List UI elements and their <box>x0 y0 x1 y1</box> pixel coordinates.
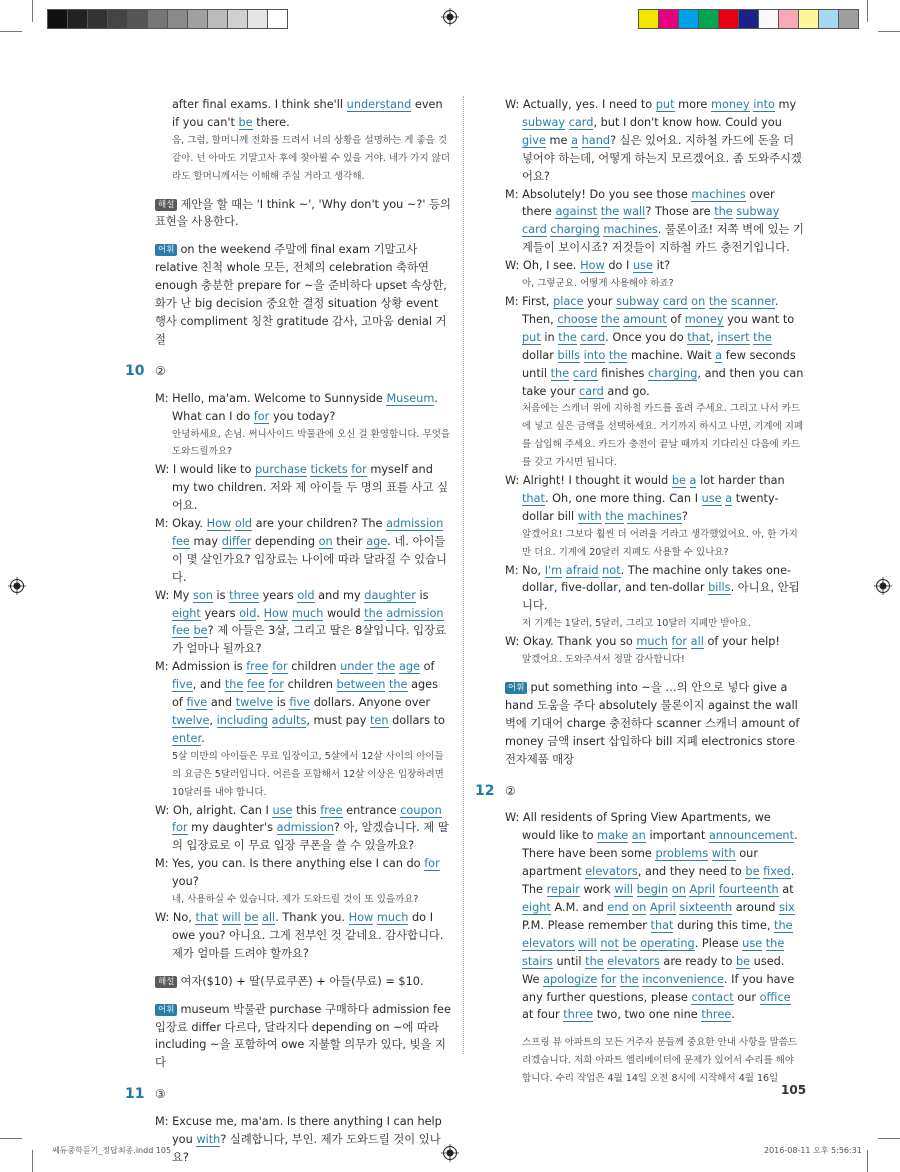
underlined-word: purchase <box>254 463 307 477</box>
explanation-badge: 해설 <box>155 199 177 211</box>
underlined-word: three <box>229 588 260 602</box>
question-number: 11 <box>125 1086 145 1103</box>
underlined-word: old <box>239 606 257 620</box>
underlined-word: ten <box>370 714 389 727</box>
underlined-word: admission <box>386 517 444 531</box>
underlined-word: How <box>580 259 605 273</box>
page-number: 105 <box>781 1083 807 1097</box>
underlined-word: operating <box>640 936 695 950</box>
underlined-word: card <box>572 366 598 380</box>
spacer <box>155 963 451 973</box>
underlined-word: be <box>622 936 637 950</box>
underlined-word: the <box>600 312 620 326</box>
underlined-word: contact <box>691 990 734 1004</box>
crop-mark <box>867 0 868 22</box>
answer-choice: ③ <box>155 1087 166 1102</box>
underlined-word: will <box>222 910 241 924</box>
underlined-word: three <box>563 1008 594 1022</box>
underlined-word: How <box>206 517 232 531</box>
underlined-word: I'm <box>544 563 563 577</box>
underlined-word: adults <box>271 714 307 727</box>
dialogue-line: W: Oh, alright. Can I use this free entrance coupon for my daughter's admission? 아, 알겠습니다. 제 딸의 입장료로 이 무료 입장 쿠폰을 쓸 수 있을까요? <box>155 803 449 853</box>
underlined-word: the <box>558 330 577 344</box>
underlined-word: insert <box>717 330 750 344</box>
underlined-word: machines <box>691 187 746 201</box>
dialogue-line: M: Absolutely! Do you see those machines over there against the wall? Those are the subway card charging machines. 물론이죠! 저쪽 벽에 있는 기계들이 보이시죠? 저것들이 지하철 카드 충전기입니다. <box>505 187 804 255</box>
underlined-word: between <box>336 678 386 692</box>
crop-mark <box>32 0 33 22</box>
color-swatch <box>639 10 659 28</box>
underlined-word: make <box>597 829 629 843</box>
underlined-word: card <box>522 223 547 237</box>
underlined-word: five <box>172 678 193 692</box>
underlined-word: three <box>701 1008 732 1022</box>
underlined-word: with <box>577 509 602 523</box>
underlined-word: including <box>216 714 269 727</box>
color-swatch <box>839 10 858 28</box>
korean-translation: 음, 그럼, 할머니께 전화를 드려서 너의 상황을 설명하는 게 좋을 것 같아. 넌 아마도 기말고사 후에 찾아뵐 수 있을 거야. 네가 가지 않더라도 할머니께서는 이해해 주실 거라고 생각해. <box>172 134 451 182</box>
crop-mark <box>0 1138 22 1139</box>
underlined-word: apologize <box>543 972 598 986</box>
underlined-word: wall <box>622 205 646 219</box>
vocabulary-list <box>505 679 805 769</box>
underlined-word: on <box>318 534 333 548</box>
underlined-word: six <box>779 900 795 914</box>
spacer <box>505 1024 805 1034</box>
underlined-word: the <box>708 294 728 308</box>
underlined-word: use <box>272 803 293 817</box>
grayscale-color-bar <box>47 9 288 29</box>
korean-translation: 저 기계는 1달러, 5달러, 그리고 10달러 지폐만 받아요. <box>522 618 751 630</box>
underlined-word: that <box>650 918 674 932</box>
explanation-note <box>155 973 451 991</box>
underlined-word: son <box>192 588 213 602</box>
underlined-word: twelve <box>235 696 274 710</box>
question-header <box>125 1086 451 1104</box>
underlined-word: machines <box>603 223 658 237</box>
underlined-word: the <box>774 918 793 932</box>
underlined-word: into <box>583 348 606 362</box>
underlined-word: Museum <box>386 391 435 405</box>
registration-mark-top-icon <box>441 8 459 26</box>
underlined-word: daughter <box>364 588 416 602</box>
underlined-word: place <box>553 294 584 308</box>
underlined-word: that <box>522 491 545 505</box>
answer-choice: ② <box>155 363 166 378</box>
underlined-word: April <box>689 883 716 897</box>
underlined-word: age <box>366 534 388 548</box>
dialogue-line: M: Excuse me, ma'am. Is there anything I can help you with? 실례합니다, 부인. 제가 도와드릴 것이 있나요? <box>155 1115 442 1164</box>
dialogue-line: M: Okay. How old are your children? The admission fee may differ depending on their age. 네. 아이들이 몇 살인가요? 입장료는 나이에 따라 달라질 수 있습니다. <box>155 517 447 584</box>
color-swatch <box>739 10 759 28</box>
underlined-word: a <box>689 474 697 488</box>
underlined-word: card <box>662 294 688 308</box>
underlined-word: afraid <box>565 563 599 577</box>
underlined-word: problems <box>655 847 709 861</box>
underlined-word: the <box>605 509 624 523</box>
spacer <box>155 991 451 1001</box>
underlined-word: on <box>671 883 686 897</box>
korean-translation: 5살 미만의 아이들은 무료 입장이고, 5살에서 12살 사이의 아이들의 요금은 5달러입니다. 어른을 포함해서 12살 이상은 입장하려면 10달러를 내야 합니다. <box>172 750 444 798</box>
underlined-word: the <box>765 936 785 950</box>
question-number: 12 <box>475 782 495 799</box>
korean-translation: 아, 그렇군요. 어떻게 사용해야 하죠? <box>522 278 674 290</box>
crop-mark <box>32 1150 33 1172</box>
underlined-word: old <box>234 517 253 531</box>
underlined-word: begin <box>636 883 669 897</box>
underlined-word: on <box>691 294 706 308</box>
underlined-word: card <box>580 330 606 344</box>
left-column <box>125 96 451 1167</box>
dialogue-line: M: No, I'm afraid not. The machine only takes one-dollar, five-dollar, and ten-dollar bills. 아니요, 안됩니다. <box>505 563 800 613</box>
color-swatch <box>779 10 799 28</box>
underlined-word: put <box>522 330 541 344</box>
underlined-word: much <box>291 606 324 620</box>
color-swatch <box>699 10 719 28</box>
spacer <box>505 669 805 679</box>
cmyk-color-bar <box>638 9 859 29</box>
underlined-word: the <box>388 678 408 692</box>
underlined-word: with <box>196 1133 221 1147</box>
underlined-word: How <box>348 910 374 924</box>
underlined-word: subway <box>736 205 780 219</box>
crop-mark <box>0 31 22 32</box>
dialogue-line: M: Yes, you can. Is there anything else I can do for you? <box>155 857 440 889</box>
underlined-word: under <box>340 660 374 674</box>
dialogue-line: W: No, that will be all. Thank you. How much do I owe you? 아니요. 그게 전부인 것 같네요. 감사합니다. 제가 얼마를 드려야 할까요? <box>155 910 444 960</box>
underlined-word: all <box>690 635 704 649</box>
underlined-word: be <box>735 954 751 968</box>
underlined-word: scanner <box>730 294 775 308</box>
underlined-word: a <box>725 491 733 505</box>
underlined-word: money <box>684 312 724 326</box>
underlined-word: five <box>186 696 208 710</box>
underlined-word: How <box>263 606 289 620</box>
underlined-word: will <box>578 936 597 950</box>
underlined-word: a <box>715 348 723 362</box>
color-swatch <box>799 10 819 28</box>
registration-mark-left-icon <box>8 577 26 595</box>
color-swatch <box>168 10 188 28</box>
underlined-word: be <box>745 865 760 879</box>
underlined-word: announcement <box>708 829 795 843</box>
underlined-word: subway <box>616 294 660 308</box>
color-swatch <box>128 10 148 28</box>
underlined-word: against <box>555 205 598 219</box>
footer-timestamp: 2016-08-11 오후 5:56:31 <box>764 1146 862 1155</box>
color-swatch <box>48 10 68 28</box>
underlined-word: for <box>253 409 270 423</box>
underlined-word: be <box>244 910 259 924</box>
color-swatch <box>228 10 248 28</box>
underlined-word: for <box>272 660 288 674</box>
underlined-word: fixed <box>763 865 791 879</box>
underlined-word: admission <box>276 821 334 835</box>
underlined-word: admission <box>386 606 444 620</box>
color-swatch <box>148 10 168 28</box>
underlined-word: the <box>753 330 772 344</box>
underlined-word: an <box>631 829 646 843</box>
underlined-word: not <box>602 563 621 577</box>
underlined-word: sixteenth <box>679 900 733 914</box>
note-text: 제안을 할 때는 'I think ~', 'Why don't you ~?' 등의 표현을 사용한다. <box>155 197 451 229</box>
korean-translation: 알겠어요. 도와주셔서 정말 감사합니다! <box>522 654 685 666</box>
underlined-word: money <box>710 98 750 111</box>
underlined-word: the <box>600 205 620 219</box>
underlined-word: use <box>742 936 763 950</box>
underlined-word: will <box>614 883 634 897</box>
dialogue-line: M: First, place your subway card on the scanner. Then, choose the amount of money you want to put in the card. Once you do that, insert the dollar bills into the machine. Wait a few seconds until the card finishes charging, and then you can take your card and go. <box>505 294 804 398</box>
underlined-word: bills <box>708 581 731 595</box>
crop-mark <box>878 31 900 32</box>
underlined-word: into <box>753 98 775 111</box>
underlined-word: understand <box>346 98 412 111</box>
column-divider <box>463 96 464 1054</box>
underlined-word: elevators <box>607 954 660 968</box>
underlined-word: the <box>224 678 244 692</box>
spacer <box>155 231 451 241</box>
color-swatch <box>248 10 268 28</box>
underlined-word: for <box>172 821 188 835</box>
underlined-word: free <box>246 660 269 674</box>
underlined-word: subway <box>522 115 566 129</box>
underlined-word: the <box>376 660 396 674</box>
vocabulary-badge: 어휘 <box>505 682 527 694</box>
note-text: museum 박물관 purchase 구매하다 admission fee 입장료 differ 다르다, 달라지다 depending on ~에 따라 including ~을 포함하여 owe 지불할 의무가 있다, 빚을 지다 <box>155 1002 451 1070</box>
underlined-word: April <box>649 900 676 914</box>
underlined-word: the <box>364 606 383 620</box>
underlined-word: for <box>671 635 688 649</box>
underlined-word: hand <box>581 133 611 147</box>
dialogue-line: M: Admission is free for children under the age of five, and the fee for children between the ages of five and twelve is five dollars. Anyone over twelve, including adults, must pay ten dollars to enter. <box>155 660 445 745</box>
note-text: on the weekend 주말에 final exam 기말고사 relative 친척 whole 모든, 전체의 celebration 축하연 enough 충분한 prepare for ~을 준비하다 upset 속상한, 화가 난 big decision 중요한 결정 situation 상황 event 행사 compliment 칭찬 gratitude 감사, 고마움 denial 거절 <box>155 243 447 346</box>
underlined-word: the <box>714 205 733 219</box>
dialogue-line: W: My son is three years old and my daughter is eight years old. How much would the admission fee be? 제 아들은 3살, 그리고 딸은 8살입니다. 입장료가 얼마나 될까요? <box>155 588 446 656</box>
underlined-word: repair <box>546 883 580 897</box>
answer-choice: ② <box>505 783 516 798</box>
underlined-word: elevators <box>585 865 638 879</box>
underlined-word: that <box>687 330 711 344</box>
underlined-word: fee <box>172 534 190 548</box>
underlined-word: charging <box>648 366 698 380</box>
underlined-word: for <box>600 972 617 986</box>
korean-translation: 스프링 뷰 아파트의 모든 거주자 분들께 중요한 안내 사항을 말씀드리겠습니다. 저희 아파트 엘리베이터에 문제가 있어서 수리를 해야 합니다. 수리 작업은 4월 14일 오전 8시에 시작해서 4월 16일 <box>522 1037 798 1085</box>
underlined-word: much <box>636 635 668 649</box>
dialogue-line: after final exams. I think she'll understand even if you can't be there. <box>172 98 443 129</box>
underlined-word: free <box>320 803 343 817</box>
underlined-word: charging <box>550 223 600 237</box>
color-swatch <box>188 10 208 28</box>
underlined-word: differ <box>221 534 252 548</box>
underlined-word: inconvenience <box>642 972 724 986</box>
underlined-word: stairs <box>522 954 553 968</box>
dialogue-line: W: Alright! I thought it would be a lot harder than that. Oh, one more thing. Can I use a twenty-dollar bill with the machines? <box>505 474 785 523</box>
spacer <box>155 186 451 196</box>
underlined-word: put <box>655 98 675 111</box>
underlined-word: be <box>671 474 686 488</box>
right-column <box>475 96 805 1088</box>
underlined-word: eight <box>522 900 551 914</box>
underlined-word: a <box>571 133 579 147</box>
dialogue-line: W: Oh, I see. How do I use it? <box>505 259 671 273</box>
underlined-word: choose <box>557 312 598 326</box>
underlined-word: be <box>238 115 253 129</box>
underlined-word: old <box>297 588 315 602</box>
question-number: 10 <box>125 362 145 379</box>
note-text: put something into ~을 …의 안으로 넣다 give a hand 도움을 주다 absolutely 물론이지 against the wall 벽에 기대어 charge 충전하다 scanner 스캐너 amount of money 금액 insert 삽입하다 bill 지폐 electronics store 전자제품 매장 <box>505 681 800 766</box>
crop-mark <box>878 1138 900 1139</box>
underlined-word: the <box>585 954 604 968</box>
color-swatch <box>108 10 128 28</box>
underlined-word: for <box>351 463 367 477</box>
underlined-word: not <box>600 936 619 950</box>
color-swatch <box>819 10 839 28</box>
underlined-word: card <box>579 384 604 398</box>
underlined-word: be <box>193 624 208 638</box>
question-header <box>125 363 451 381</box>
dialogue-line: W: I would like to purchase tickets for myself and my two children. 저와 제 아이들 두 명의 표를 사고 싶어요. <box>155 463 448 513</box>
underlined-word: fee <box>172 624 190 638</box>
vocabulary-badge: 어휘 <box>155 1004 177 1016</box>
underlined-word: use <box>701 491 722 505</box>
footer-file-info: 쎄듀중학듣기_정답최종.indd 105 <box>52 1146 172 1155</box>
dialogue-line: W: Actually, yes. I need to put more money into my subway card, but I don't know how. Could you give me a hand? 실은 있어요. 지하철 카드에 돈을 더 넣어야 하는데, 어떻게 하는지 모르겠어요. 좀 도와주시겠어요? <box>505 98 802 183</box>
color-swatch <box>268 10 287 28</box>
question-header <box>475 783 805 801</box>
dialogue-line: W: All residents of Spring View Apartments, we would like to make an important announcement. There have been some problems with our apartment elevators, and they need to be fixed. The repair work will begin on April fourteenth at eight A.M. and end on April sixteenth around six P.M. Please remember that during this time, the elevators will not be operating. Please use the stairs until the elevators are ready to be used. We apologize for the inconvenience. If you have any further questions, please contact our office at four three two, two one nine three. <box>505 811 798 1022</box>
underlined-word: twelve <box>172 714 210 727</box>
underlined-word: the <box>620 972 639 986</box>
underlined-word: elevators <box>522 936 575 950</box>
underlined-word: office <box>759 990 791 1004</box>
underlined-word: machines <box>627 509 682 523</box>
color-swatch <box>208 10 228 28</box>
underlined-word: eight <box>172 606 201 620</box>
underlined-word: on <box>632 900 647 914</box>
underlined-word: tickets <box>310 463 348 477</box>
underlined-word: fee <box>246 678 265 692</box>
underlined-word: five <box>289 696 311 710</box>
color-swatch <box>759 10 779 28</box>
crop-mark <box>867 1150 868 1172</box>
registration-mark-right-icon <box>874 577 892 595</box>
underlined-word: card <box>568 115 594 129</box>
underlined-word: for <box>268 678 284 692</box>
underlined-word: give <box>522 133 546 147</box>
korean-translation: 처음에는 스캐너 위에 지하철 카드를 올려 주세요. 그리고 나서 카드에 넣고 싶은 금액을 선택하세요. 거기까지 하시고 나면, 기계에 지폐를 삽입해 주세요. 카드가 충전이 끝날 때까지 기다리신 다음에 카드를 갖고 가시면 됩니다. <box>522 403 804 469</box>
underlined-word: all <box>262 910 276 924</box>
color-swatch <box>659 10 679 28</box>
korean-translation: 안녕하세요, 손님. 써니사이드 박물관에 오신 걸 환영합니다. 무엇을 도와드릴까요? <box>172 428 451 458</box>
note-text: 여자($10) + 딸(무료쿠폰) + 아들(무료) = $10. <box>180 974 424 988</box>
explanation-badge: 해설 <box>155 976 177 988</box>
color-swatch <box>68 10 88 28</box>
underlined-word: amount <box>623 312 667 326</box>
underlined-word: with <box>711 847 736 861</box>
color-swatch <box>679 10 699 28</box>
color-swatch <box>719 10 739 28</box>
vocabulary-list <box>155 1001 451 1073</box>
korean-translation: 네, 사용하실 수 있습니다. 제가 도와드릴 것이 또 있을까요? <box>172 894 419 906</box>
underlined-word: bills <box>557 348 581 362</box>
underlined-word: for <box>424 857 440 871</box>
underlined-word: the <box>608 348 628 362</box>
color-swatch <box>88 10 108 28</box>
underlined-word: coupon <box>400 803 442 817</box>
vocabulary-badge: 어휘 <box>155 244 177 256</box>
korean-translation: 알겠어요! 그보다 훨씬 더 어려울 거라고 생각했었어요. 아, 한 가지만 더요. 기계에 20달러 지폐도 사용할 수 있나요? <box>522 528 798 558</box>
underlined-word: that <box>195 910 219 924</box>
vocabulary-list <box>155 241 451 348</box>
dialogue-line: W: Okay. Thank you so much for all of your help! <box>505 635 780 649</box>
dialogue-line: M: Hello, ma'am. Welcome to Sunnyside Museum. What can I do for you today? <box>155 391 438 423</box>
underlined-word: the <box>550 366 570 380</box>
underlined-word: much <box>376 910 409 924</box>
underlined-word: end <box>607 900 629 914</box>
underlined-word: enter <box>172 731 202 745</box>
explanation-note <box>155 196 451 232</box>
underlined-word: age <box>398 660 421 674</box>
underlined-word: use <box>632 259 653 273</box>
underlined-word: fourteenth <box>718 883 779 897</box>
